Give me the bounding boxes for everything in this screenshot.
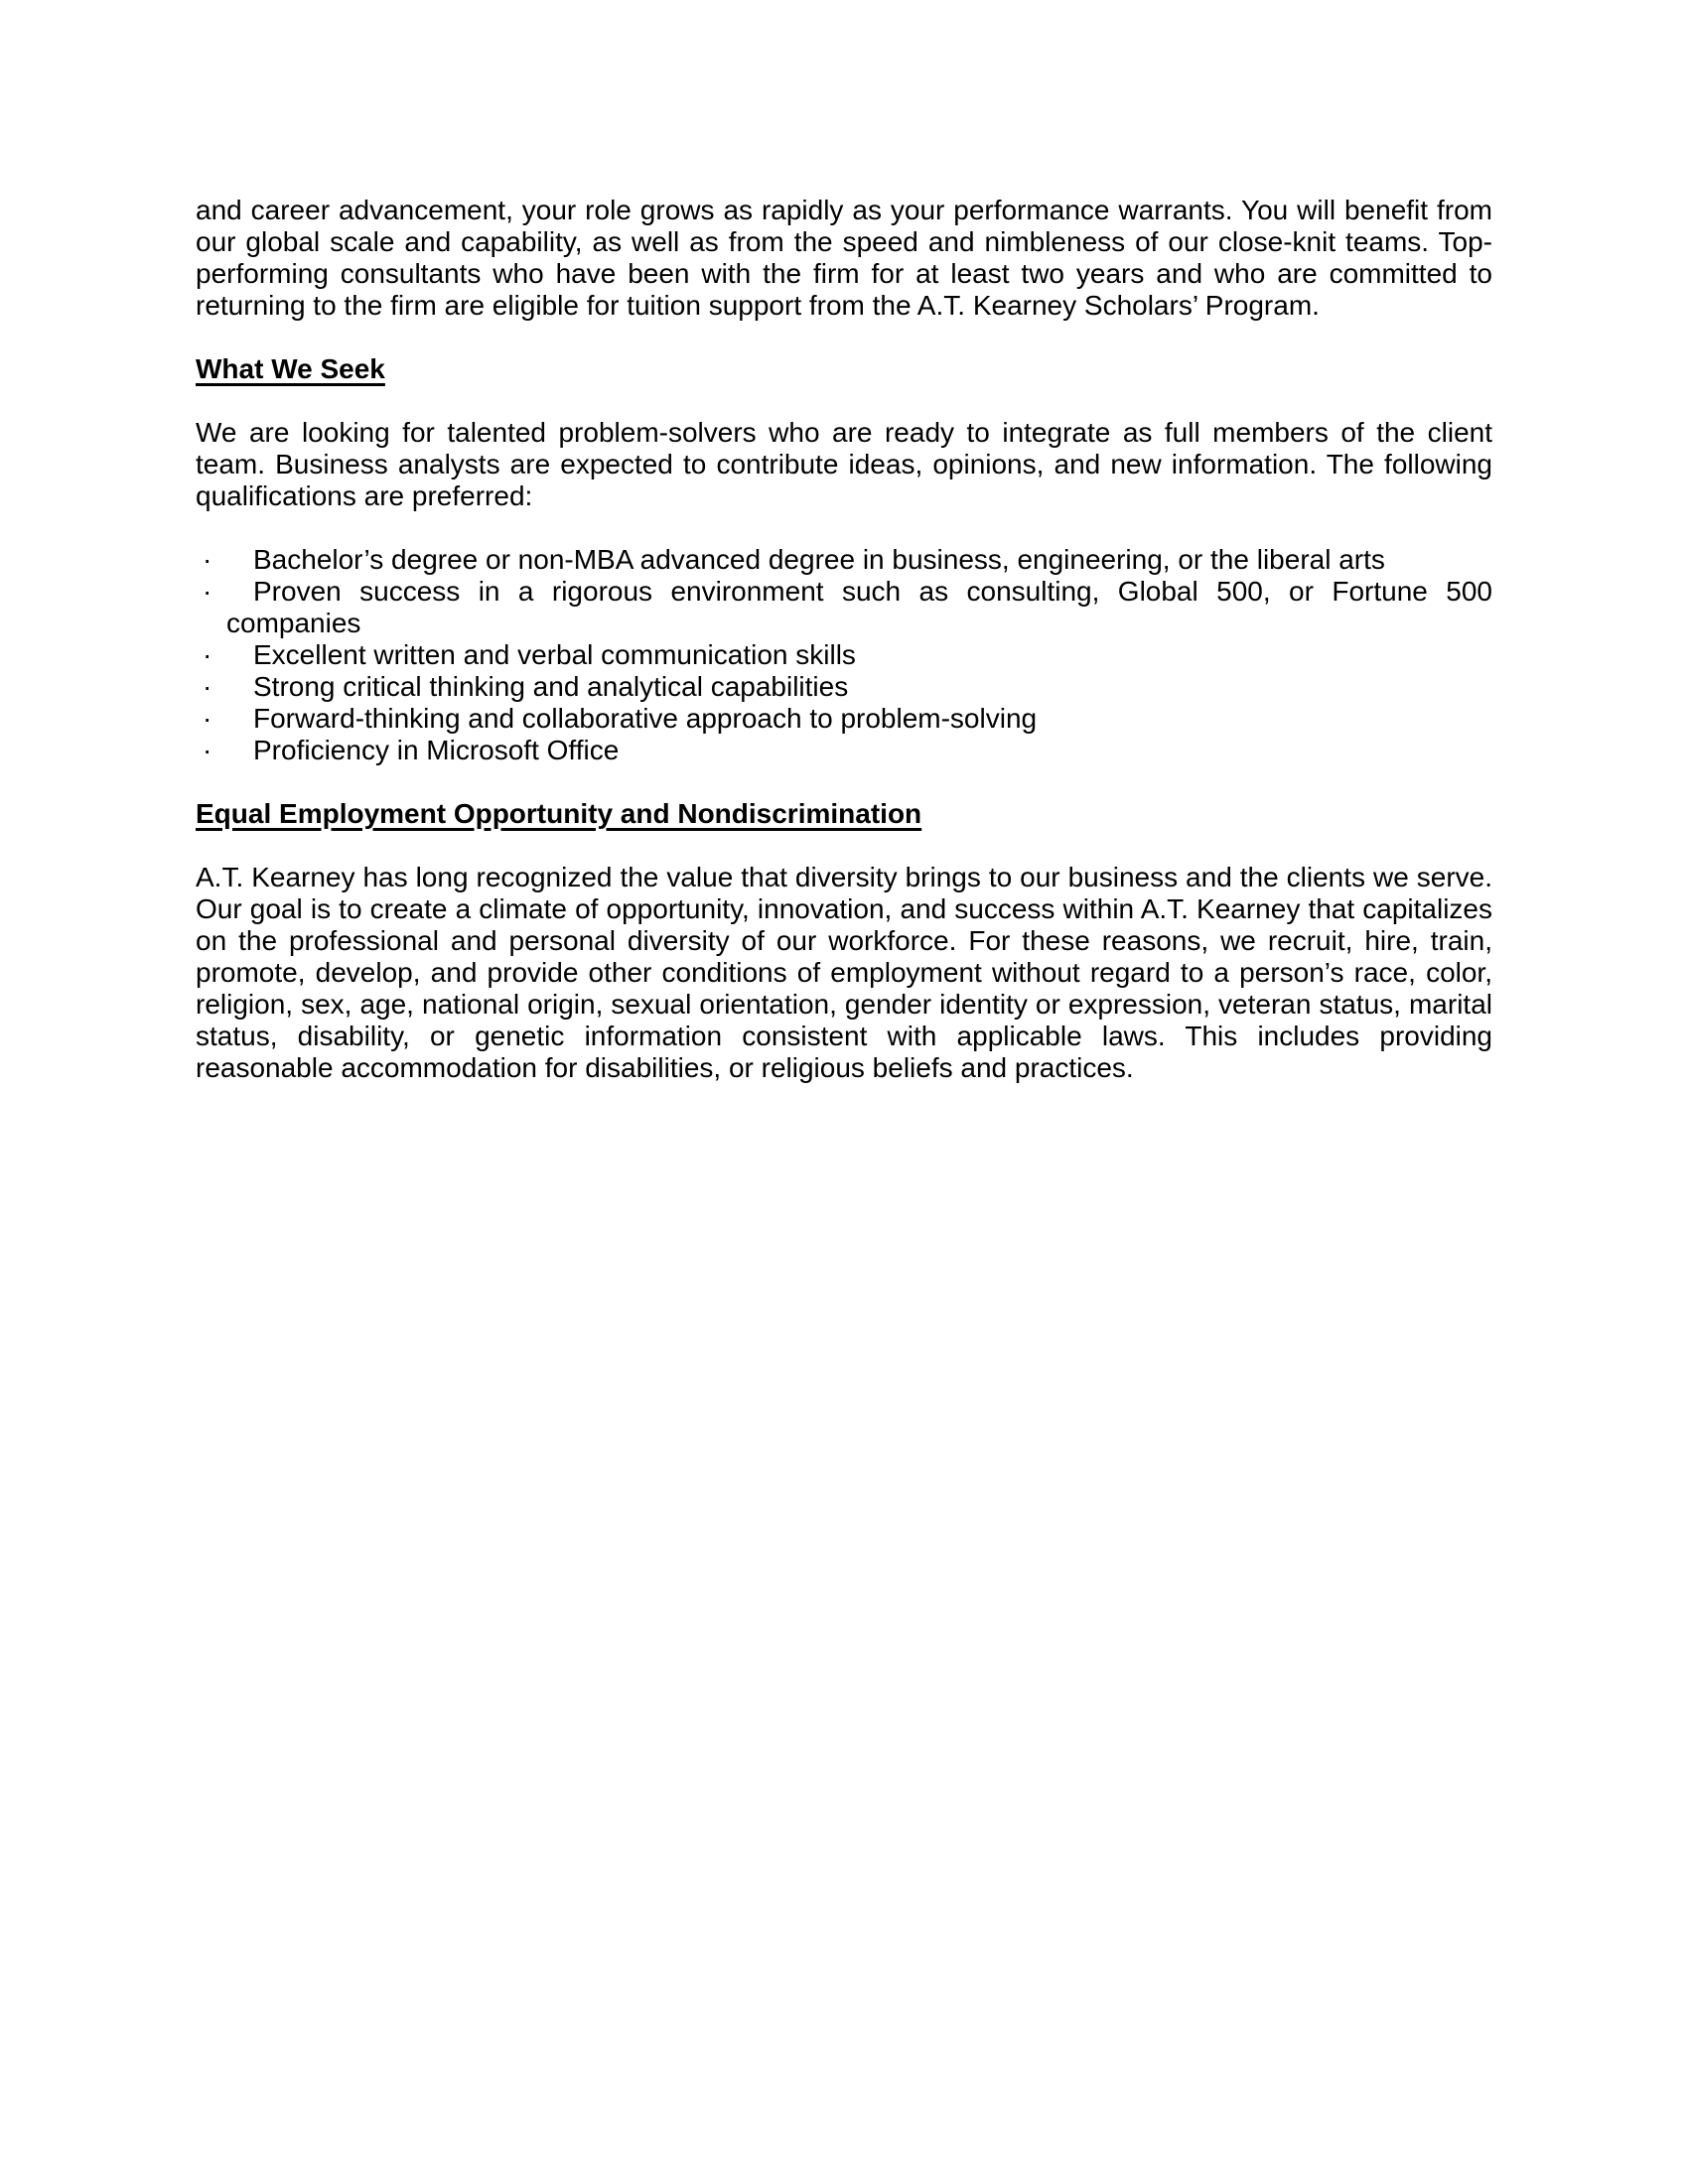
list-item-text: Forward-thinking and collaborative approach to problem-solving xyxy=(253,703,1038,734)
list-item-text: Proficiency in Microsoft Office xyxy=(253,735,620,765)
list-item xyxy=(196,544,1492,576)
bullet-icon: · xyxy=(203,671,212,702)
bullet-icon: · xyxy=(203,576,212,607)
eeo-paragraph: A.T. Kearney has long recognized the value that diversity brings to our business and the clients we serve. Our goal is to create a climate of opportunity, innovation, and success within A.T. Kearney that capitalizes on the professional and personal diversity of our workforce. For these reasons, we recruit, hire, train, promote, develop, and provide other conditions of employment without regard to a person’s race, color, religion, sex, age, national origin, sexual orientation, gender identity or expression, veteran status, marital status, disability, or genetic information consistent with applicable laws. This includes providing reasonable accommodation for disabilities, or religious beliefs and practices. xyxy=(196,862,1492,1083)
list-item-text: Bachelor’s degree or non-MBA advanced degree in business, engineering, or the liberal arts xyxy=(253,544,1385,575)
document-content xyxy=(196,195,1492,1084)
bullet-icon: · xyxy=(203,703,212,734)
list-item xyxy=(196,703,1492,735)
what-we-seek-intro-paragraph: We are looking for talented problem-solvers who are ready to integrate as full members of the client team. Business analysts are expected to contribute ideas, opinions, and new information. The following qualifications are preferred: xyxy=(196,417,1492,511)
list-item-text: Proven success in a rigorous environment such as consulting, Global 500, or Fortune 500 companies xyxy=(226,576,1492,638)
heading-equal-employment-opportunity: Equal Employment Opportunity and Nondiscrimination xyxy=(196,798,922,829)
qualifications-list xyxy=(196,544,1492,766)
list-item xyxy=(196,671,1492,703)
bullet-icon: · xyxy=(203,735,212,765)
intro-paragraph: and career advancement, your role grows as rapidly as your performance warrants. You will benefit from our global scale and capability, as well as from the speed and nimbleness of our close-knit teams. Top-performing consultants who have been with the firm for at least two years and who are committed to returning to the firm are eligible for tuition support from the A.T. Kearney Scholars’ Program. xyxy=(196,195,1492,321)
bullet-icon: · xyxy=(203,639,212,670)
list-item xyxy=(196,735,1492,766)
bullet-icon: · xyxy=(203,544,212,575)
list-item-text: Strong critical thinking and analytical capabilities xyxy=(253,671,849,702)
list-item-text: Excellent written and verbal communication skills xyxy=(253,639,856,670)
list-item xyxy=(196,576,1492,639)
list-item xyxy=(196,639,1492,671)
heading-what-we-seek: What We Seek xyxy=(196,353,385,384)
